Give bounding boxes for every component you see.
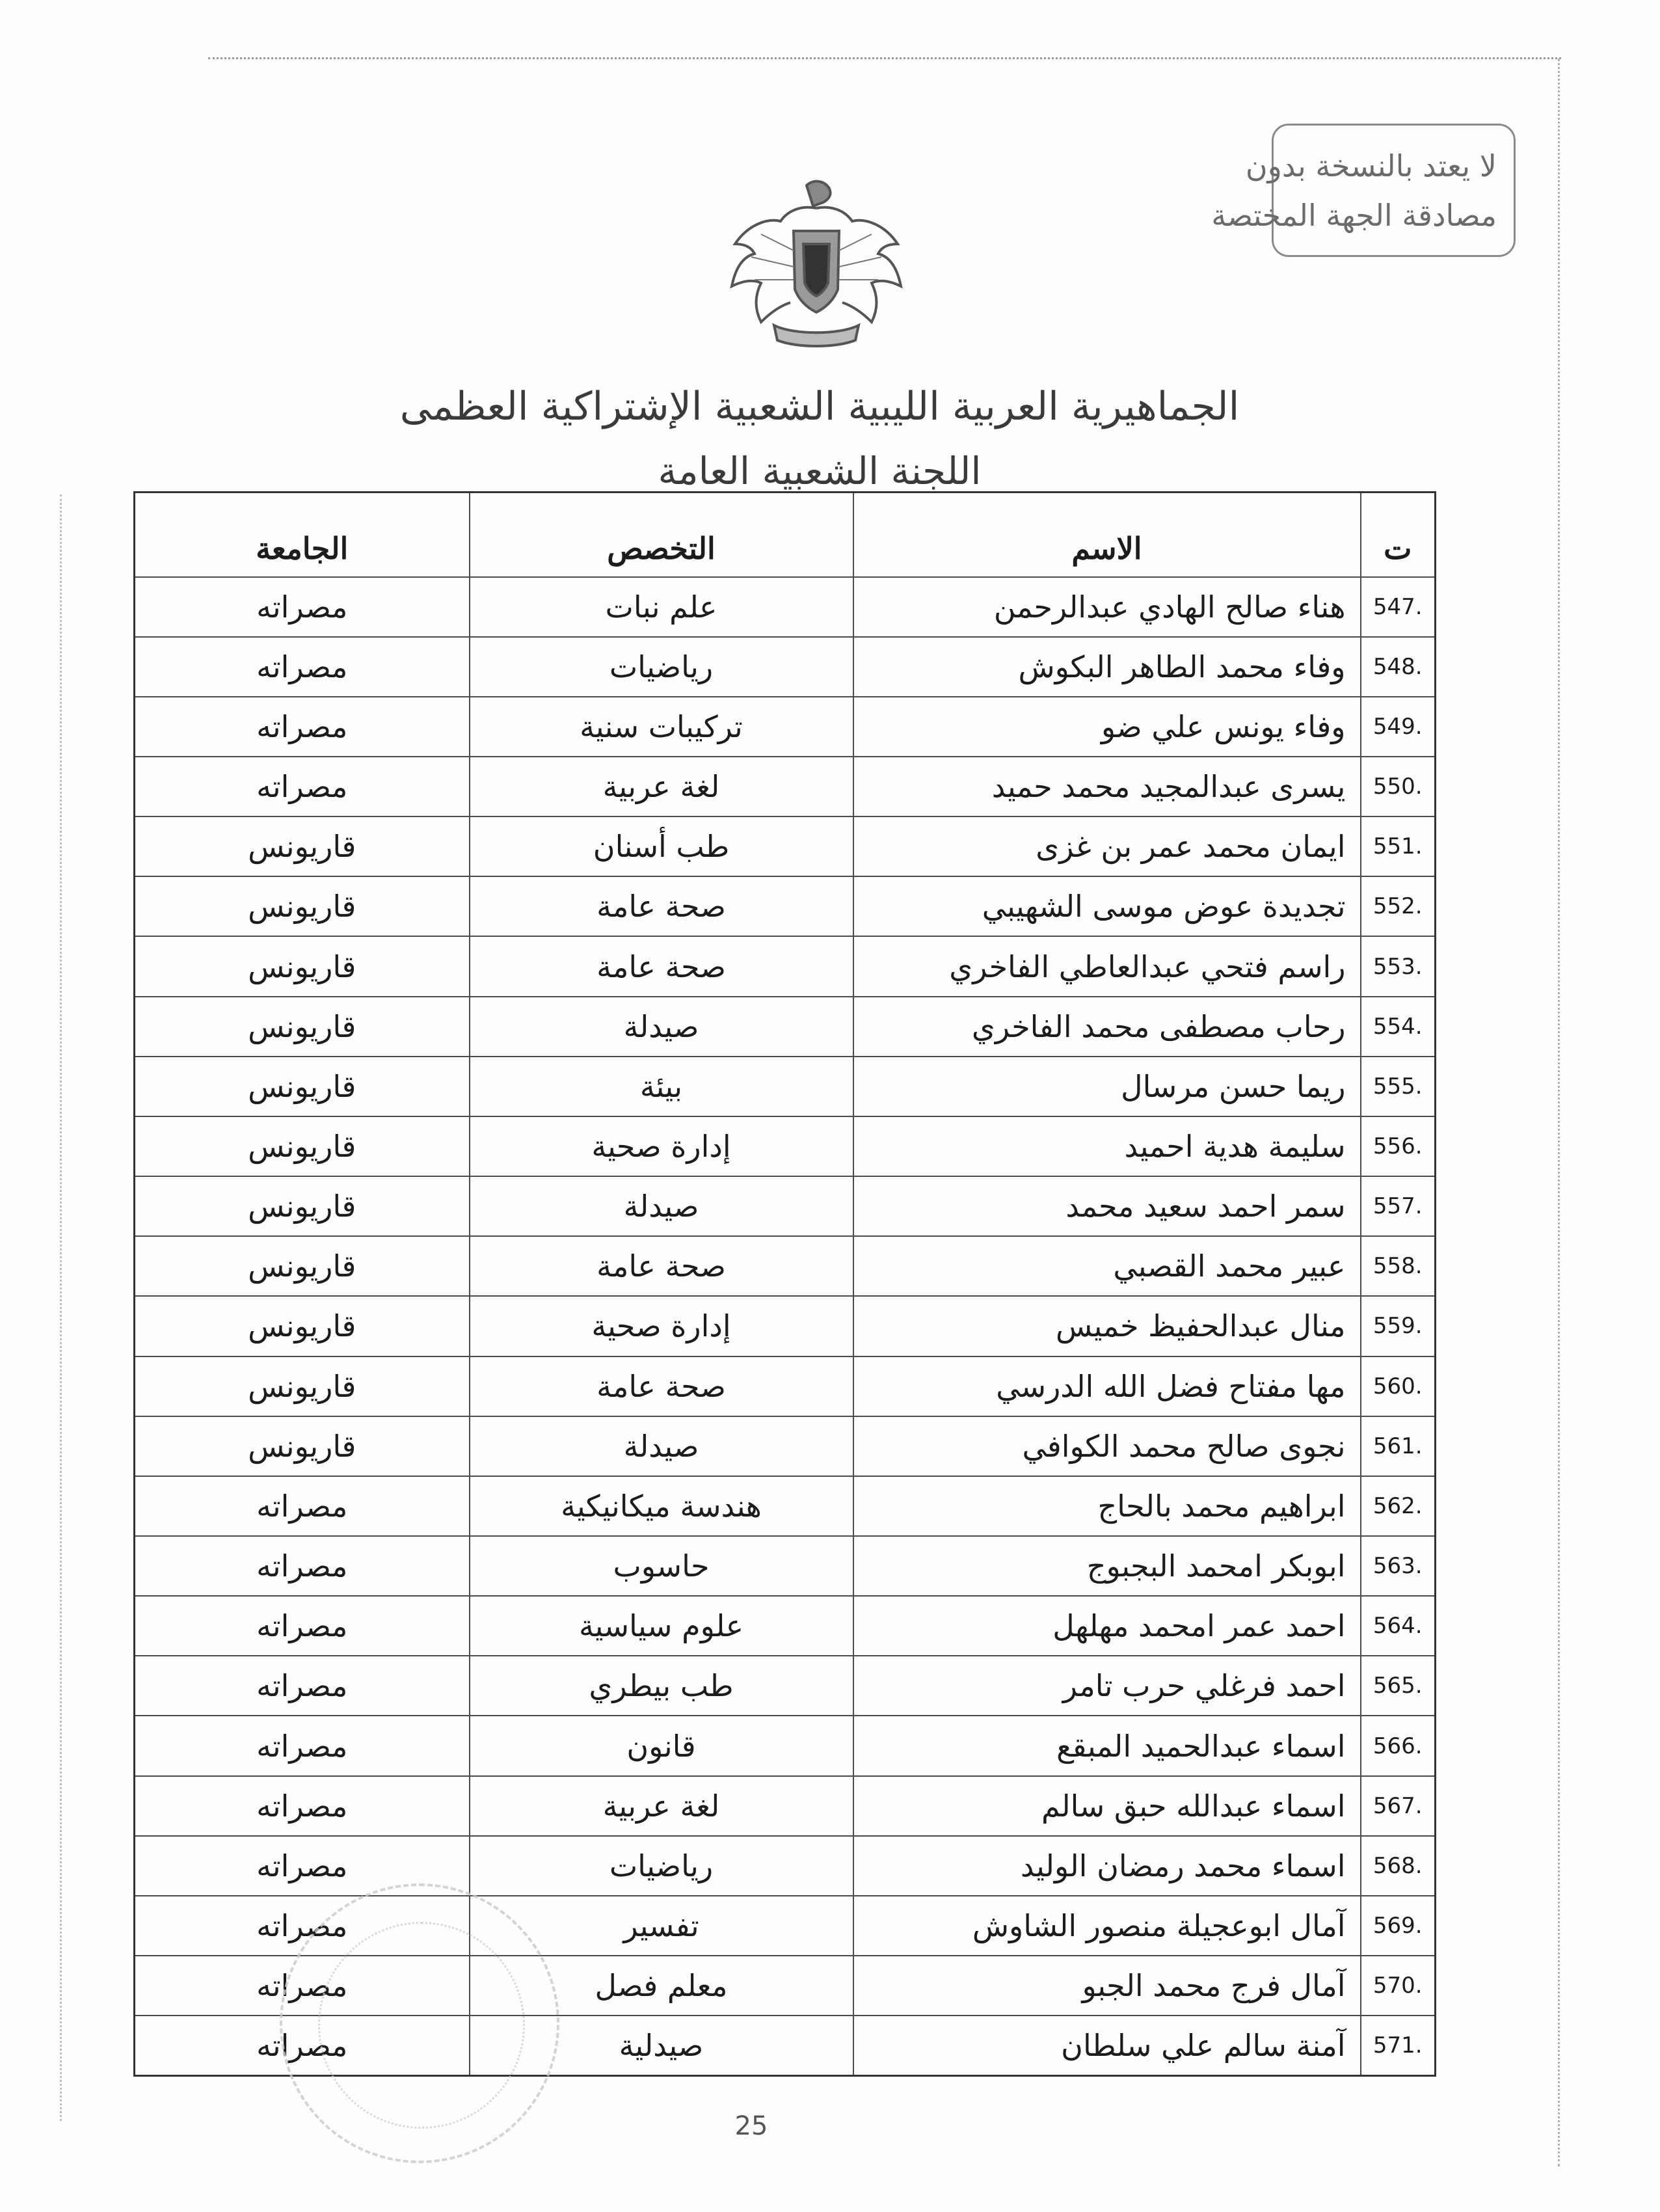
row-number: 551. <box>1361 816 1436 876</box>
table-row <box>135 876 1436 936</box>
row-specialization: صيدلة <box>470 1176 853 1236</box>
row-university: قاريونس <box>135 1236 470 1296</box>
table-row <box>135 816 1436 876</box>
row-specialization: رياضيات <box>470 1836 853 1896</box>
row-name: ابوبكر امحمد البجبوج <box>853 1536 1361 1596</box>
row-number: 565. <box>1361 1656 1436 1716</box>
row-number: 548. <box>1361 637 1436 697</box>
table-row <box>135 1536 1436 1596</box>
stamp-line-1: لا يعتد بالنسخة بدون <box>1245 148 1497 183</box>
row-number: 550. <box>1361 757 1436 816</box>
row-specialization: إدارة صحية <box>470 1116 853 1176</box>
official-seal-stamp <box>280 1883 559 2163</box>
row-number: 558. <box>1361 1236 1436 1296</box>
table-row <box>135 1716 1436 1775</box>
row-number: 552. <box>1361 876 1436 936</box>
row-specialization: هندسة ميكانيكية <box>470 1476 853 1536</box>
row-university: قاريونس <box>135 1057 470 1116</box>
row-number: 547. <box>1361 577 1436 637</box>
page-edge-right <box>1558 59 1560 2166</box>
row-specialization: تركيبات سنية <box>470 697 853 757</box>
row-specialization: علوم سياسية <box>470 1596 853 1656</box>
row-name: آمال فرج محمد الجبو <box>853 1956 1361 2016</box>
row-specialization: صحة عامة <box>470 936 853 996</box>
table-row <box>135 1596 1436 1656</box>
row-name: تجديدة عوض موسى الشهيبي <box>853 876 1361 936</box>
row-name: نجوى صالح محمد الكوافي <box>853 1416 1361 1476</box>
row-name: آمنة سالم علي سلطان <box>853 2016 1361 2075</box>
row-number: 557. <box>1361 1176 1436 1236</box>
committee-title: اللجنة الشعبية العامة <box>658 449 982 493</box>
column-header-name: الاسم <box>853 492 1361 577</box>
row-specialization: معلم فصل <box>470 1956 853 2016</box>
table-row <box>135 1057 1436 1116</box>
row-name: رحاب مصطفى محمد الفاخري <box>853 997 1361 1057</box>
row-number: 570. <box>1361 1956 1436 2016</box>
row-name: اسماء عبدالله حبق سالم <box>853 1776 1361 1836</box>
page-number: 25 <box>734 2111 768 2141</box>
table-row <box>135 1836 1436 1896</box>
row-number: 559. <box>1361 1296 1436 1356</box>
row-university: مصراته <box>135 1536 470 1596</box>
table-row <box>135 997 1436 1057</box>
names-register-table <box>133 491 1436 2077</box>
row-name: راسم فتحي عبدالعاطي الفاخري <box>853 936 1361 996</box>
row-university: مصراته <box>135 1776 470 1836</box>
row-specialization: صحة عامة <box>470 1236 853 1296</box>
row-university: قاريونس <box>135 936 470 996</box>
row-specialization: طب أسنان <box>470 816 853 876</box>
table-row <box>135 1356 1436 1416</box>
row-university: قاريونس <box>135 1116 470 1176</box>
row-number: 549. <box>1361 697 1436 757</box>
row-university: مصراته <box>135 2016 470 2075</box>
row-number: 562. <box>1361 1476 1436 1536</box>
row-university: قاريونس <box>135 1356 470 1416</box>
row-number: 555. <box>1361 1057 1436 1116</box>
row-name: عبير محمد القصبي <box>853 1236 1361 1296</box>
row-name: آمال ابوعجيلة منصور الشاوش <box>853 1896 1361 1956</box>
row-name: احمد عمر امحمد مهلهل <box>853 1596 1361 1656</box>
page-edge-top <box>208 57 1561 59</box>
table-row <box>135 757 1436 816</box>
table-row <box>135 1116 1436 1176</box>
row-name: منال عبدالحفيظ خميس <box>853 1296 1361 1356</box>
column-header-number: ت <box>1361 492 1436 577</box>
row-number: 566. <box>1361 1716 1436 1775</box>
row-specialization: صيدلة <box>470 1416 853 1476</box>
row-number: 568. <box>1361 1836 1436 1896</box>
row-university: قاريونس <box>135 1296 470 1356</box>
row-university: مصراته <box>135 637 470 697</box>
table-row <box>135 936 1436 996</box>
row-university: قاريونس <box>135 1416 470 1476</box>
row-name: ابراهيم محمد بالحاج <box>853 1476 1361 1536</box>
table-row <box>135 1776 1436 1836</box>
row-university: مصراته <box>135 1836 470 1896</box>
row-number: 554. <box>1361 997 1436 1057</box>
row-name: سمر احمد سعيد محمد <box>853 1176 1361 1236</box>
table-body <box>135 577 1436 2076</box>
table-row <box>135 1236 1436 1296</box>
row-university: مصراته <box>135 757 470 816</box>
row-name: يسرى عبدالمجيد محمد حميد <box>853 757 1361 816</box>
row-university: قاريونس <box>135 816 470 876</box>
row-number: 567. <box>1361 1776 1436 1836</box>
row-specialization: علم نبات <box>470 577 853 637</box>
row-university: مصراته <box>135 1596 470 1656</box>
row-specialization: بيئة <box>470 1057 853 1116</box>
row-number: 561. <box>1361 1416 1436 1476</box>
row-number: 564. <box>1361 1596 1436 1656</box>
row-university: قاريونس <box>135 997 470 1057</box>
page-edge-left <box>60 494 62 2121</box>
row-specialization: تفسير <box>470 1896 853 1956</box>
row-specialization: لغة عربية <box>470 1776 853 1836</box>
table-row <box>135 1296 1436 1356</box>
row-name: سليمة هدية احميد <box>853 1116 1361 1176</box>
table-row <box>135 577 1436 637</box>
row-specialization: صحة عامة <box>470 1356 853 1416</box>
row-name: ريما حسن مرسال <box>853 1057 1361 1116</box>
row-university: مصراته <box>135 1476 470 1536</box>
row-specialization: صيدلية <box>470 2016 853 2075</box>
row-name: ايمان محمد عمر بن غزى <box>853 816 1361 876</box>
row-specialization: إدارة صحية <box>470 1296 853 1356</box>
row-university: مصراته <box>135 1896 470 1956</box>
row-number: 569. <box>1361 1896 1436 1956</box>
row-name: اسماء محمد رمضان الوليد <box>853 1836 1361 1896</box>
row-specialization: حاسوب <box>470 1536 853 1596</box>
table-row <box>135 1656 1436 1716</box>
row-university: مصراته <box>135 1656 470 1716</box>
row-university: مصراته <box>135 1716 470 1775</box>
row-specialization: لغة عربية <box>470 757 853 816</box>
row-number: 556. <box>1361 1116 1436 1176</box>
row-name: وفاء محمد الطاهر البكوش <box>853 637 1361 697</box>
country-title: الجماهيرية العربية الليبية الشعبية الإشتراكية العظمى <box>399 384 1240 429</box>
table-row <box>135 1416 1436 1476</box>
row-university: قاريونس <box>135 876 470 936</box>
table-row <box>135 1176 1436 1236</box>
row-university: مصراته <box>135 697 470 757</box>
column-header-university: الجامعة <box>135 492 470 577</box>
row-name: مها مفتاح فضل الله الدرسي <box>853 1356 1361 1416</box>
table-header-row <box>135 492 1436 577</box>
row-number: 571. <box>1361 2016 1436 2075</box>
row-name: وفاء يونس علي ضو <box>853 697 1361 757</box>
row-university: قاريونس <box>135 1176 470 1236</box>
row-specialization: صيدلة <box>470 997 853 1057</box>
row-university: مصراته <box>135 577 470 637</box>
row-name: اسماء عبدالحميد المبقع <box>853 1716 1361 1775</box>
row-number: 553. <box>1361 936 1436 996</box>
column-header-specialization: التخصص <box>470 492 853 577</box>
stamp-line-2: مصادقة الجهة المختصة <box>1211 197 1497 233</box>
eagle-emblem-icon <box>722 172 911 361</box>
row-specialization: صحة عامة <box>470 876 853 936</box>
row-specialization: طب بيطري <box>470 1656 853 1716</box>
table-row <box>135 1476 1436 1536</box>
row-number: 563. <box>1361 1536 1436 1596</box>
row-name: احمد فرغلي حرب تامر <box>853 1656 1361 1716</box>
row-university: مصراته <box>135 1956 470 2016</box>
table-row <box>135 697 1436 757</box>
row-number: 560. <box>1361 1356 1436 1416</box>
table-row <box>135 637 1436 697</box>
row-specialization: رياضيات <box>470 637 853 697</box>
certification-stamp <box>1211 124 1516 257</box>
row-name: هناء صالح الهادي عبدالرحمن <box>853 577 1361 637</box>
row-specialization: قانون <box>470 1716 853 1775</box>
